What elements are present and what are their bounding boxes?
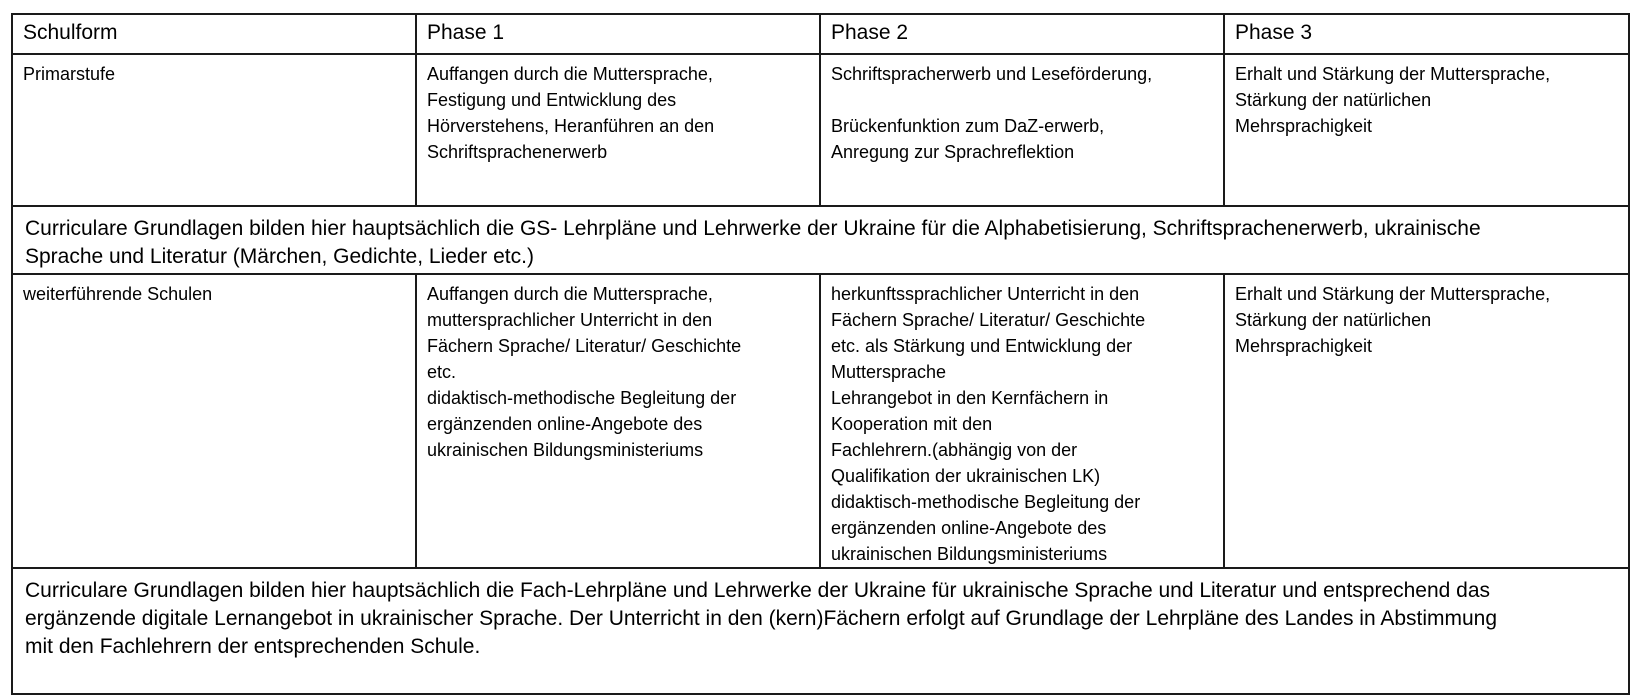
text-line: ukrainischen Bildungsministeriums	[427, 440, 704, 460]
schulform-label: weiterführende Schulen	[23, 284, 213, 304]
row-weiterfuehrende-schulen	[12, 274, 1629, 568]
blank-line	[831, 87, 1213, 113]
text-line: didaktisch-methodische Begleitung der	[427, 388, 737, 408]
cell-primarstufe-phase-3	[1224, 54, 1629, 206]
header-phase-3: Phase 3	[1224, 14, 1629, 54]
text-line: Lehrangebot in den Kernfächern in	[831, 388, 1109, 408]
text-line: Mehrsprachigkeit	[1235, 116, 1373, 136]
note-line: ergänzende digitale Lernangebot in ukrainischer Sprache. Der Unterricht in den (kern)Fächern erfolgt auf Grundlage der Lehrpläne des Landes in Abstimmung	[25, 607, 1498, 630]
note-line: Curriculare Grundlagen bilden hier hauptsächlich die Fach-Lehrpläne und Lehrwerke der Ukraine für ukrainische Sprache und Literatur und entsprechend das	[25, 579, 1491, 602]
text-line: ergänzenden online-Angebote des	[831, 518, 1107, 538]
text-line: Schriftspracherwerb und Leseförderung,	[831, 64, 1153, 84]
text-line: Qualifikation der ukrainischen LK)	[831, 466, 1101, 486]
cell-primarstufe-phase-2	[820, 54, 1224, 206]
header-phase-2: Phase 2	[820, 14, 1224, 54]
text-line: Kooperation mit den	[831, 414, 993, 434]
note-line: Curriculare Grundlagen bilden hier hauptsächlich die GS- Lehrpläne und Lehrwerke der Ukraine für die Alphabetisierung, Schriftsprachenerwerb, ukrainische	[25, 217, 1481, 240]
schulform-label: Primarstufe	[23, 64, 116, 84]
note-weiterfuehrende	[12, 568, 1629, 694]
text-line: herkunftssprachlicher Unterricht in den	[831, 284, 1140, 304]
text-line: Muttersprache	[831, 362, 947, 382]
text-line: Stärkung der natürlichen	[1235, 310, 1432, 330]
cell-schulform-primarstufe	[12, 54, 416, 206]
text-line: ergänzenden online-Angebote des	[427, 414, 703, 434]
text-line: Schriftsprachenerwerb	[427, 142, 608, 162]
note-line: mit den Fachlehrern der entsprechenden Schule.	[25, 635, 481, 658]
row-primarstufe	[12, 54, 1629, 206]
note-row-weiterfuehrende	[12, 568, 1629, 694]
text-line: etc.	[427, 362, 457, 382]
note-line: Sprache und Literatur (Märchen, Gedichte, Lieder etc.)	[25, 245, 534, 268]
text-line: Erhalt und Stärkung der Muttersprache,	[1235, 64, 1551, 84]
cell-primarstufe-phase-1	[416, 54, 820, 206]
text-line: Festigung und Entwicklung des	[427, 90, 677, 110]
cell-weiterfuehrende-phase-3	[1224, 274, 1629, 568]
note-primarstufe	[12, 206, 1629, 274]
text-line: Fächern Sprache/ Literatur/ Geschichte	[427, 336, 742, 356]
text-line: Mehrsprachigkeit	[1235, 336, 1373, 356]
text-line: Anregung zur Sprachreflektion	[831, 142, 1075, 162]
text-line: Hörverstehens, Heranführen an den	[427, 116, 715, 136]
text-line: Erhalt und Stärkung der Muttersprache,	[1235, 284, 1551, 304]
header-schulform: Schulform	[12, 14, 416, 54]
text-line: Auffangen durch die Muttersprache,	[427, 284, 713, 304]
text-line: ukrainischen Bildungsministeriums	[831, 544, 1108, 564]
header-phase-1: Phase 1	[416, 14, 820, 54]
text-line: Brückenfunktion zum DaZ-erwerb,	[831, 116, 1105, 136]
cell-weiterfuehrende-phase-1	[416, 274, 820, 568]
text-line: Fächern Sprache/ Literatur/ Geschichte	[831, 310, 1146, 330]
curriculum-table	[11, 13, 1630, 695]
text-line: Stärkung der natürlichen	[1235, 90, 1432, 110]
cell-weiterfuehrende-phase-2	[820, 274, 1224, 568]
note-row-primarstufe	[12, 206, 1629, 274]
text-line: Auffangen durch die Muttersprache,	[427, 64, 713, 84]
text-line: didaktisch-methodische Begleitung der	[831, 492, 1141, 512]
cell-schulform-weiterfuehrende	[12, 274, 416, 568]
header-row	[12, 14, 1629, 54]
text-line: etc. als Stärkung und Entwicklung der	[831, 336, 1133, 356]
text-line: Fachlehrern.(abhängig von der	[831, 440, 1078, 460]
text-line: muttersprachlicher Unterricht in den	[427, 310, 713, 330]
